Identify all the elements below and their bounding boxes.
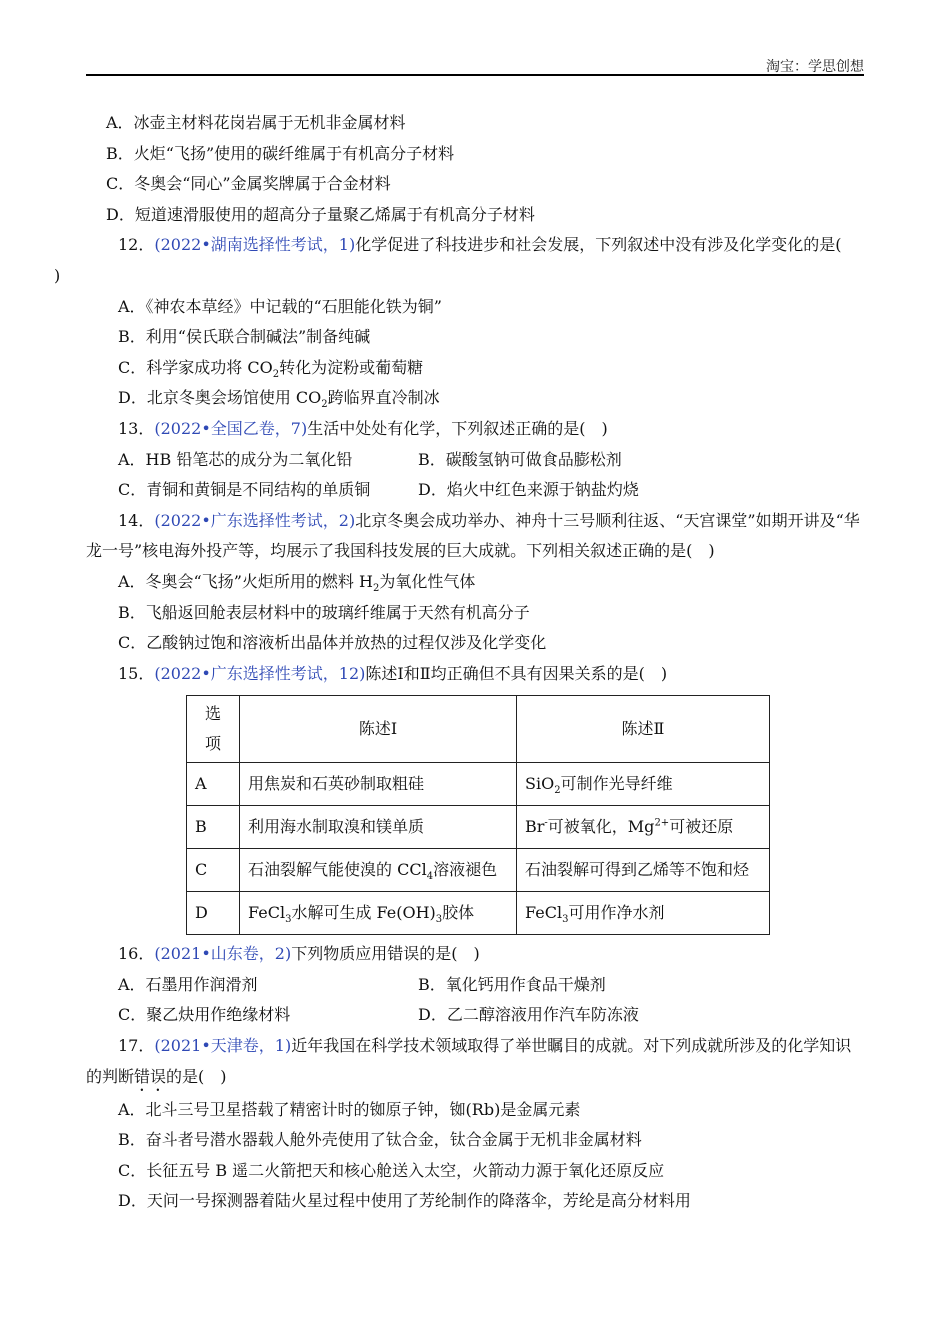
header-source-text: 淘宝：学思创想 xyxy=(766,59,864,75)
q13-stem: 13．(2022•全国乙卷，7)生活中处处有化学，下列叙述正确的是( ) xyxy=(118,418,608,438)
q17-emphasis: 错误 xyxy=(134,1066,167,1086)
q13-options-row-2 xyxy=(86,475,864,506)
q15-header-option: 选 项 xyxy=(187,696,240,763)
q11-option-b: B．火炬“飞扬”使用的碳纤维属于有机高分子材料 xyxy=(106,143,455,163)
q17-option-c: C．长征五号 B 遥二火箭把天和核心舱送入太空，火箭动力源于氧化还原反应 xyxy=(118,1160,665,1180)
q12-stem xyxy=(54,230,864,291)
q14-source: (2022•广东选择性考试，2) xyxy=(154,510,356,530)
q14-stem: 14．(2022•广东选择性考试，2)北京冬奥会成功举办、神舟十三号顺利往返、“天宫课堂”如期开讲及“华龙一号”核电海外投产等，均展示了我国科技发展的巨大成就。下列相关叙述正确的是( ) xyxy=(86,510,860,561)
q15-row-d-statement-1: FeCl$_3$水解可生成 $Fe(OH)_3$胶体 xyxy=(240,892,517,935)
q12-number: 12． xyxy=(118,235,155,255)
q17-stem: 17．(2021•天津卷，1)近年我国在科学技术领域取得了举世瞩目的成就。对下列成就所涉及的化学知识的判断错误的是( ) xyxy=(86,1036,852,1086)
q13-option-d: D．焰火中红色来源于钠盐灼烧 xyxy=(418,480,639,500)
q16-options-row-2 xyxy=(86,1000,864,1031)
q11-option-c: C．冬奥会“同心”金属奖牌属于合金材料 xyxy=(106,174,391,194)
q15-row-d-option: D xyxy=(187,892,240,935)
q16-source: (2021•山东卷，2) xyxy=(154,944,292,964)
q15-header-statement-2: 陈述Ⅱ xyxy=(517,696,770,763)
q12-option-d: D．北京冬奥会场馆使用 $CO_2$跨临界直冷制冰 xyxy=(118,388,440,411)
q17-option-d: D．天问一号探测器着陆火星过程中使用了芳纶制作的降落伞，芳纶是高分材料用 xyxy=(118,1191,691,1211)
q15-table-header xyxy=(187,696,770,763)
q17-source: (2021•天津卷，1) xyxy=(154,1036,292,1056)
q11-option-d: D．短道速滑服使用的超高分子量聚乙烯属于有机高分子材料 xyxy=(106,204,535,224)
table-row xyxy=(187,892,770,935)
q14-option-b: B．飞船返回舱表层材料中的玻璃纤维属于天然有机高分子 xyxy=(118,602,530,622)
q13-source: (2022•全国乙卷，7) xyxy=(154,418,308,438)
q16-option-d: D．乙二醇溶液用作汽车防冻液 xyxy=(418,1005,639,1025)
q15-row-a-statement-1: 用焦炭和石英砂制取粗硅 xyxy=(240,763,517,806)
q13-option-c: C．青铜和黄铜是不同结构的单质铜 xyxy=(118,480,371,500)
q16-option-c: C．聚乙炔用作绝缘材料 xyxy=(118,1005,291,1025)
q15-row-c-option: C xyxy=(187,849,240,892)
q15-row-b-option: B xyxy=(187,806,240,849)
q15-row-a-option: A xyxy=(187,763,240,806)
q13-options-row-1 xyxy=(86,445,864,476)
table-row xyxy=(187,806,770,849)
table-row xyxy=(187,849,770,892)
q17-option-b: B．奋斗者号潜水器载人舱外壳使用了钛合金，钛合金属于无机非金属材料 xyxy=(118,1130,642,1150)
q12-stem-text: 化学促进了科技进步和社会发展，下列叙述中没有涉及化学变化的是( xyxy=(355,235,842,255)
q16-stem: 16．(2021•山东卷，2)下列物质应用错误的是( ) xyxy=(118,944,480,964)
q15-row-a-statement-2: SiO$_2$可制作光导纤维 xyxy=(517,763,770,806)
q15-source: (2022•广东选择性考试，12) xyxy=(154,663,366,683)
q12-option-c: C．科学家成功将 $CO_2$转化为淀粉或葡萄糖 xyxy=(118,357,424,380)
q14-option-a: A．冬奥会“飞扬”火炬所用的燃料 $H_2$为氧化性气体 xyxy=(118,571,476,595)
q15-row-b-statement-1: 利用海水制取溴和镁单质 xyxy=(240,806,517,849)
q12-source: (2022•湖南选择性考试，1) xyxy=(154,235,356,255)
table-row xyxy=(187,763,770,806)
q15-row-c-statement-2: 石油裂解可得到乙烯等不饱和烃 xyxy=(517,849,770,892)
q12-option-b: B．利用“侯氏联合制碱法”制备纯碱 xyxy=(118,327,371,347)
q16-options-row-1 xyxy=(86,970,864,1001)
q14-option-c: C．乙酸钠过饱和溶液析出晶体并放热的过程仅涉及化学变化 xyxy=(118,633,547,653)
q11-option-a: A．冰壶主材料花岗岩属于无机非金属材料 xyxy=(106,113,406,132)
q15-table xyxy=(186,695,770,935)
q15-row-b-statement-2: Br-可被氧化，$Mg^{2+}$可被还原 xyxy=(517,806,770,849)
q17-option-a: A．北斗三号卫星搭载了精密计时的铷原子钟，铷(Rb)是金属元素 xyxy=(118,1099,581,1119)
q13-option-a: A．HB 铅笔芯的成分为二氧化铅 xyxy=(118,449,353,469)
q15-header-statement-1: 陈述Ⅰ xyxy=(240,696,517,763)
q16-option-b: B．氧化钙用作食品干燥剂 xyxy=(418,974,606,994)
q16-option-a: A．石墨用作润滑剂 xyxy=(118,974,258,994)
q15-row-c-statement-1: 石油裂解气能使溴的 CCl$_4$溶液褪色 xyxy=(240,849,517,892)
q15-stem: 15．(2022•广东选择性考试，12)陈述Ⅰ和Ⅱ均正确但不具有因果关系的是( ) xyxy=(118,663,668,683)
document-body xyxy=(54,108,864,1217)
header-rule xyxy=(86,74,864,76)
q13-option-b: B．碳酸氢钠可做食品膨松剂 xyxy=(418,449,622,469)
q12-option-a: A．《神农本草经》中记载的“石胆能化铁为铜” xyxy=(118,296,442,316)
q12-stem-end: ) xyxy=(54,265,61,285)
q15-row-d-statement-2: FeCl$_3$可用作净水剂 xyxy=(517,892,770,935)
